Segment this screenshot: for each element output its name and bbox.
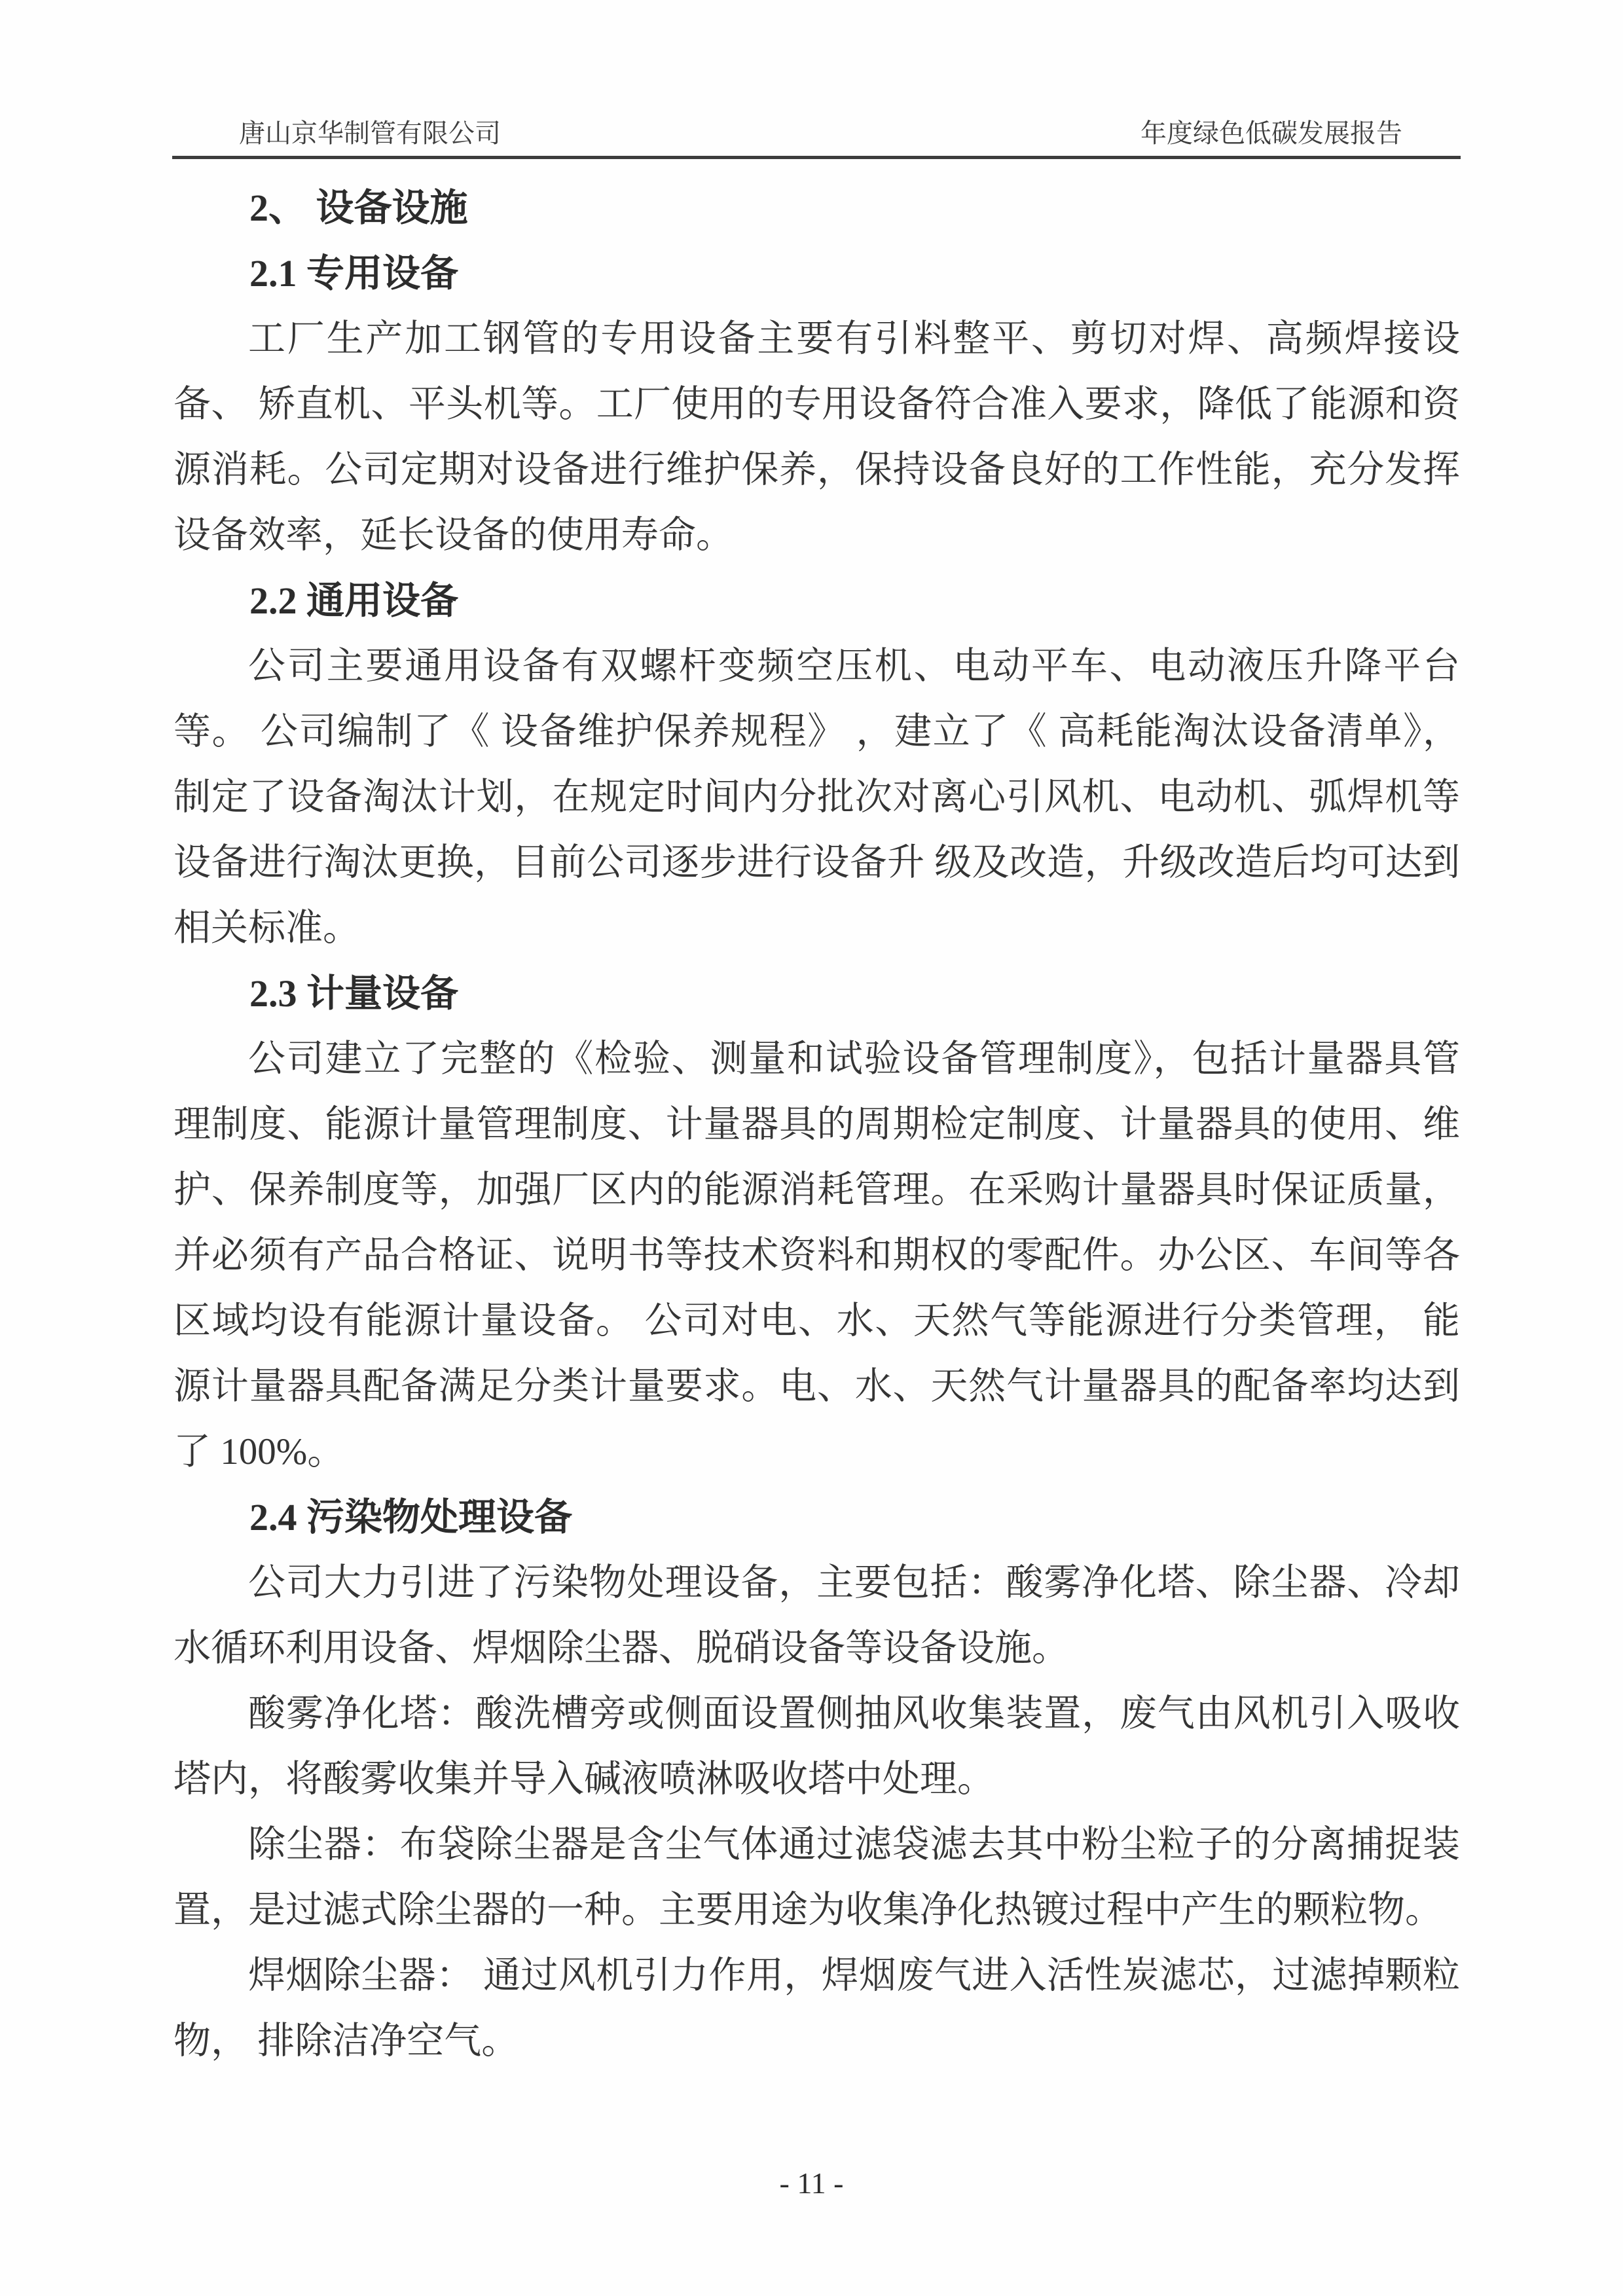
paragraph-general-equipment: 公司主要通用设备有双螺杆变频空压机、电动平车、电动液压升降平台等。 公司编制了《 设备维护保养规程》 ，建立了《 高耗能淘汰设备清单》，制定了设备淘汰计划，在规定时间内分批次对离心引风机、电动机、弧焊机等设备进行淘汰更换，目前公司逐步进行设备升 级及改造，升级改造后均可达到相关标准。 xyxy=(173,646,1460,949)
paragraph-special-equipment: 工厂生产加工钢管的专用设备主要有引料整平、剪切对焊、高频焊接设备、 矫直机、平头机等。工厂使用的专用设备符合准入要求，降低了能源和资源消耗。公司定期对设备进行维护保养，保持设备良好的工作性能，充分发挥设备效率，延长设备的使用寿命。 xyxy=(173,318,1460,556)
section-heading-measuring-equipment: 2.3 计量设备 xyxy=(249,972,459,1015)
header-company-name: 唐山京华制管有限公司 xyxy=(239,118,501,148)
section-heading-equipment-facilities: 2、 设备设施 xyxy=(249,187,468,229)
header-divider xyxy=(172,156,1461,159)
paragraph-pollutant-treatment-overview: 公司大力引进了污染物处理设备，主要包括：酸雾净化塔、除尘器、冷却水循环利用设备、焊烟除尘器、脱硝设备等设备设施。 xyxy=(173,1562,1460,1669)
section-heading-pollutant-treatment-equipment: 2.4 污染物处理设备 xyxy=(249,1496,573,1539)
page-footer xyxy=(0,2164,1623,2203)
document-body xyxy=(173,175,1460,2074)
paragraph-measuring-equipment: 公司建立了完整的《检验、测量和试验设备管理制度》，包括计量器具管理制度、能源计量管理制度、计量器具的周期检定制度、计量器具的使用、维护、保养制度等，加强厂区内的能源消耗管理。在采购计量器具时保证质量，并必须有产品合格证、说明书等技术资料和期权的零配件。办公区、车间等各区域均设有能源计量设备。 公司对电、水、天然气等能源进行分类管理， 能源计量器具配备满足分类计量要求。电、水、天然气计量器具的配备率均达到了 100%。 xyxy=(173,1038,1460,1472)
paragraph-acid-mist-purification-tower: 酸雾净化塔：酸洗槽旁或侧面设置侧抽风收集装置，废气由风机引入吸收塔内，将酸雾收集并导入碱液喷淋吸收塔中处理。 xyxy=(173,1693,1460,1800)
page-header xyxy=(173,115,1460,152)
section-heading-general-equipment: 2.2 通用设备 xyxy=(249,579,459,622)
page-number: - 11 - xyxy=(779,2166,844,2200)
paragraph-dust-collector: 除尘器：布袋除尘器是含尘气体通过滤袋滤去其中粉尘粒子的分离捕捉装置，是过滤式除尘器的一种。主要用途为收集净化热镀过程中产生的颗粒物。 xyxy=(173,1824,1460,1931)
header-report-title: 年度绿色低碳发展报告 xyxy=(1140,118,1402,148)
section-heading-special-equipment: 2.1 专用设备 xyxy=(249,252,459,295)
paragraph-welding-fume-collector: 焊烟除尘器： 通过风机引力作用，焊烟废气进入活性炭滤芯，过滤掉颗粒物， 排除洁净空气。 xyxy=(173,1955,1460,2062)
